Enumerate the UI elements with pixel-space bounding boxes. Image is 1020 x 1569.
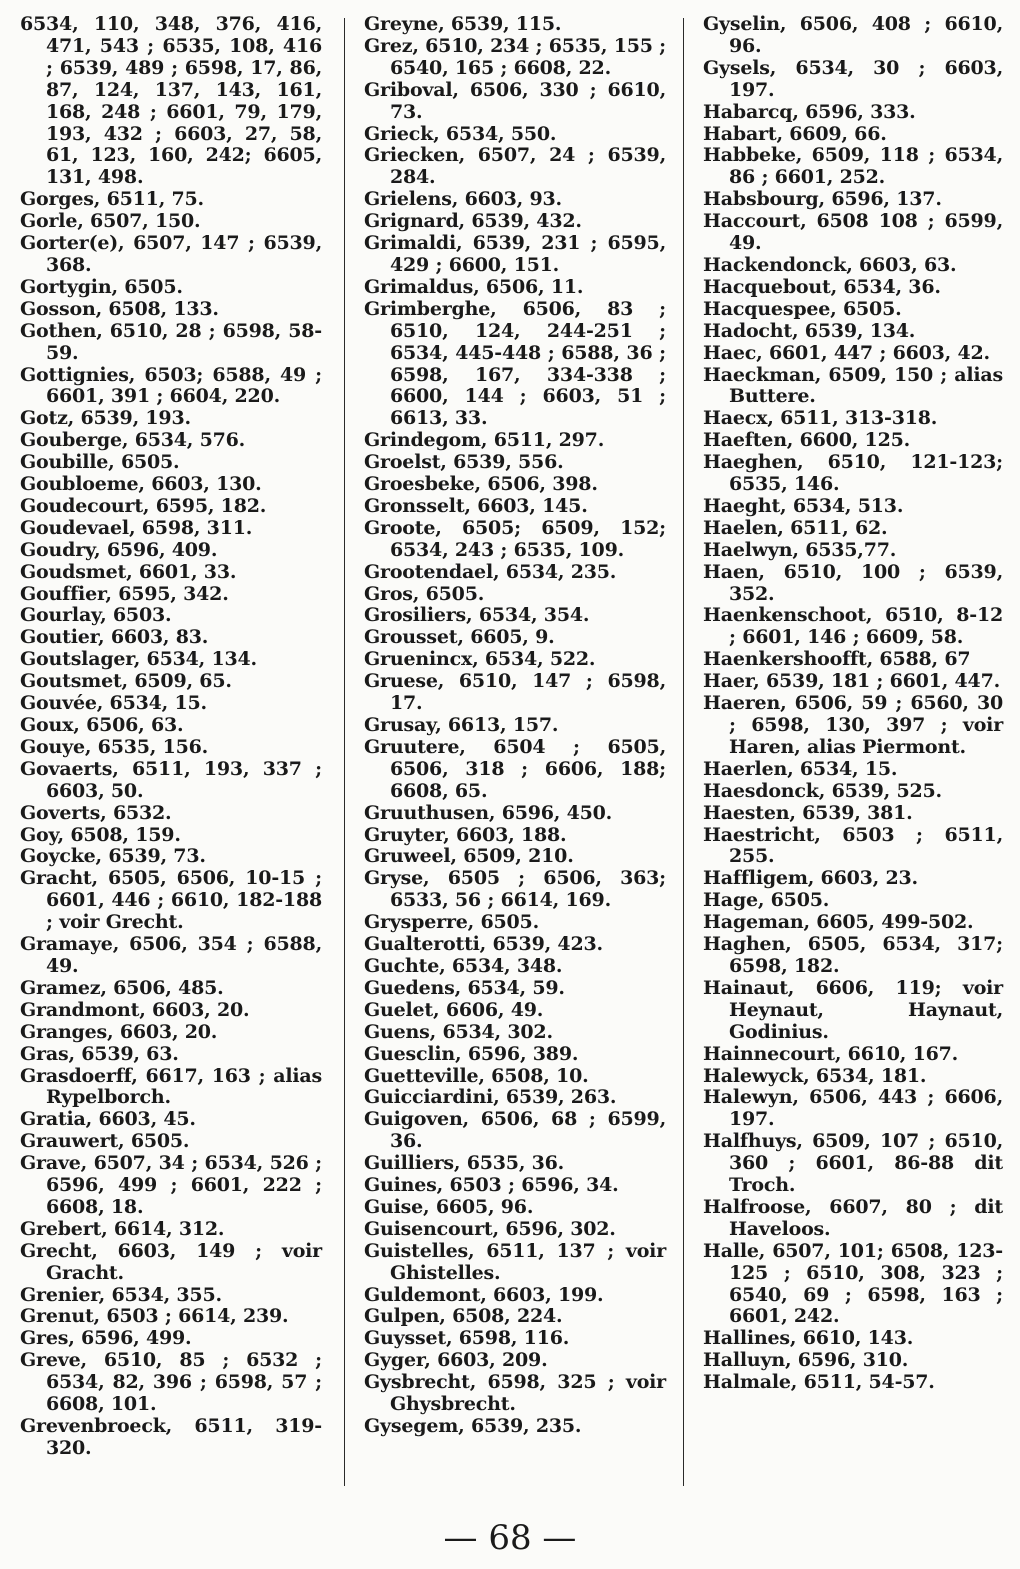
index-entry: Haelwyn, 6535,77. [703,538,897,561]
index-entry: Haeckman, 6509, 150 ; alias Buttere. [703,363,1003,408]
index-entry: Goutslager, 6534, 134. [20,648,257,671]
index-entry: Gracht, 6505, 6506, 10-15 ; 6601, 446 ; 6610, 182-188 ; voir Grecht. [20,867,322,934]
index-entry: Grousset, 6605, 9. [364,626,555,649]
index-entry: Guldemont, 6603, 199. [364,1283,604,1306]
index-entry: Goudsmet, 6601, 33. [20,560,237,583]
index-entry: Grebert, 6614, 312. [20,1217,225,1240]
index-entry: Grenier, 6534, 355. [20,1283,222,1306]
index-entry: Haer, 6539, 181 ; 6601, 447. [703,670,1001,693]
index-entry: Haeren, 6506, 59 ; 6560, 30 ; 6598, 130, 397 ; voir Haren, alias Piermont. [703,692,1003,758]
index-entry: Grimaldus, 6506, 11. [364,275,584,298]
index-entry: Hainnecourt, 6610, 167. [703,1042,959,1065]
index-entry: Hacquespee, 6505. [703,297,902,320]
index-entry: Groote, 6505; 6509, 152; 6534, 243 ; 6535, 109. [364,516,666,561]
index-entry: Gothen, 6510, 28 ; 6598, 58-59. [20,319,322,364]
index-entry: Goutier, 6603, 83. [20,626,209,649]
index-entry: Grysperre, 6505. [364,911,539,934]
index-entry: Hainaut, 6606, 119; voir Heynaut, Haynaut, Godinius. [703,976,1003,1043]
index-entry: Hage, 6505. [703,889,830,912]
index-entry: Haenkershoofft, 6588, 67 [703,648,971,671]
index-entry: Gysegem, 6539, 235. [364,1415,582,1437]
index-entry: Gosson, 6508, 133. [20,297,219,320]
index-entry: Grignard, 6539, 432. [364,210,582,233]
index-entry: Haffligem, 6603, 23. [703,867,918,890]
index-entry: Greyne, 6539, 115. [364,13,562,35]
index-entry: Guedens, 6534, 59. [364,976,565,999]
index-column-1 [20,14,322,1460]
index-entry: Gryse, 6505 ; 6506, 363; 6533, 56 ; 6614, 169. [364,867,666,912]
index-entry: Hacquebout, 6534, 36. [703,275,941,298]
index-entry: Grimaldi, 6539, 231 ; 6595, 429 ; 6600, 151. [364,232,666,276]
index-entry: Halfhuys, 6509, 107 ; 6510, 360 ; 6601, 86-88 dit Troch. [703,1130,1003,1197]
index-entry: Halfroose, 6607, 80 ; dit Haveloos. [703,1195,1003,1240]
index-entry: Gortygin, 6505. [20,275,183,298]
column-divider [344,18,345,1486]
index-entry: Haesten, 6539, 381. [703,801,913,824]
index-entry: Hadocht, 6539, 134. [703,319,916,342]
index-entry: Grevenbroeck, 6511, 319-320. [20,1415,322,1459]
index-entry: Haccourt, 6508 108 ; 6599, 49. [703,210,1003,255]
index-entry: Gronsselt, 6603, 145. [364,494,588,517]
index-entry: Gourlay, 6503. [20,604,172,627]
index-entry: Grandmont, 6603, 20. [20,998,250,1021]
index-entry: Guines, 6503 ; 6596, 34. [364,1174,619,1197]
index-entry: Grosiliers, 6534, 354. [364,604,590,627]
index-entry: Haen, 6510, 100 ; 6539, 352. [703,560,1003,605]
index-entry: Gruese, 6510, 147 ; 6598, 17. [364,670,666,715]
index-entry: Grauwert, 6505. [20,1130,190,1153]
index-entry: Guetteville, 6508, 10. [364,1064,589,1087]
index-entry: Guchte, 6534, 348. [364,954,563,977]
index-entry: Habart, 6609, 66. [703,122,887,145]
index-entry: Gysbrecht, 6598, 325 ; voir Ghysbrecht. [364,1371,666,1416]
index-entry: Gorter(e), 6507, 147 ; 6539, 368. [20,232,322,276]
index-entry: Halewyn, 6506, 443 ; 6606, 197. [703,1086,1003,1131]
page-number: — 68 — [443,1518,577,1558]
index-entry: Haghen, 6505, 6534, 317; 6598, 182. [703,933,1003,977]
index-entry: Gruweel, 6509, 210. [364,845,574,868]
index-entry: Hageman, 6605, 499-502. [703,911,974,934]
index-entry: Gyger, 6603, 209. [364,1349,548,1372]
index-entry: Gyselin, 6506, 408 ; 6610, 96. [703,13,1003,57]
index-entry: Haeften, 6600, 125. [703,429,911,452]
index-entry: Gysels, 6534, 30 ; 6603, 197. [703,56,1003,101]
index-entry: Gouye, 6535, 156. [20,735,209,758]
index-entry: Goverts, 6532. [20,801,172,824]
index-entry: Gouberge, 6534, 576. [20,429,246,452]
index-entry: Gruutere, 6504 ; 6505, 6506, 318 ; 6606, 188; 6608, 65. [364,735,666,802]
index-entry: Gotz, 6539, 193. [20,407,191,430]
index-entry: Haeghen, 6510, 121-123; 6535, 146. [703,451,1003,496]
index-entry: Goutsmet, 6509, 65. [20,670,232,693]
index-entry: Haerlen, 6534, 15. [703,757,898,780]
index-entry: Guilliers, 6535, 36. [364,1152,565,1175]
index-entry: Gottignies, 6503; 6588, 49 ; 6601, 391 ; 6604, 220. [20,363,322,408]
index-entry: Granges, 6603, 20. [20,1020,218,1043]
index-entry: Grieck, 6534, 550. [364,122,557,145]
index-entry: Goycke, 6539, 73. [20,845,206,868]
index-entry: Grielens, 6603, 93. [364,188,562,211]
index-entry: Gras, 6539, 63. [20,1042,179,1065]
index-entry: Goy, 6508, 159. [20,823,181,846]
column-divider [683,18,684,1486]
index-entry: Guistelles, 6511, 137 ; voir Ghistelles. [364,1239,666,1284]
index-entry: Groesbeke, 6506, 398. [364,473,598,496]
index-entry: Goudry, 6596, 409. [20,538,218,561]
index-entry: Gruyter, 6603, 188. [364,823,567,846]
index-column-2 [364,14,666,1438]
index-entry: Griecken, 6507, 24 ; 6539, 284. [364,144,666,189]
index-entry: Habbeke, 6509, 118 ; 6534, 86 ; 6601, 252. [703,144,1003,189]
index-entry: Guigoven, 6506, 68 ; 6599, 36. [364,1108,666,1153]
index-entry: Gratia, 6603, 45. [20,1108,196,1131]
index-entry: Guicciardini, 6539, 263. [364,1086,617,1109]
index-entry: Grasdoerff, 6617, 163 ; alias Rypelborch. [20,1064,322,1109]
index-entry: Goubloeme, 6603, 130. [20,473,262,496]
index-entry: Habsbourg, 6596, 137. [703,188,942,211]
index-entry: Haecx, 6511, 313-318. [703,407,938,430]
index-entry: Guesclin, 6596, 389. [364,1042,579,1065]
index-entry: Guelet, 6606, 49. [364,998,544,1021]
index-entry: Guysset, 6598, 116. [364,1327,570,1350]
index-entry: Guise, 6605, 96. [364,1195,534,1218]
index-entry: Haenkenschoot, 6510, 8-12 ; 6601, 146 ; 6609, 58. [703,604,1003,649]
index-entry: Hallines, 6610, 143. [703,1327,914,1350]
index-entry: Goudecourt, 6595, 182. [20,494,267,517]
index-entry: Haec, 6601, 447 ; 6603, 42. [703,341,990,364]
index-entry: Grusay, 6613, 157. [364,714,559,736]
index-entry: Gruenincx, 6534, 522. [364,648,596,671]
index-entry: Grootendael, 6534, 235. [364,560,617,583]
index-entry: Griboval, 6506, 330 ; 6610, 73. [364,78,666,123]
index-entry: Haestricht, 6503 ; 6511, 255. [703,823,1003,868]
index-entry: Gros, 6505. [364,582,485,605]
index-entry: Haelen, 6511, 62. [703,516,888,539]
index-entry: Grave, 6507, 34 ; 6534, 526 ; 6596, 499 ; 6601, 222 ; 6608, 18. [20,1152,322,1218]
index-entry: Gramaye, 6506, 354 ; 6588, 49. [20,933,322,977]
index-entry: Groelst, 6539, 556. [364,451,564,474]
index-entry: Govaerts, 6511, 193, 337 ; 6603, 50. [20,757,322,802]
index-entry: Haeght, 6534, 513. [703,494,904,517]
index-entry: Haesdonck, 6539, 525. [703,779,942,802]
index-entry: Halmale, 6511, 54-57. [703,1371,935,1394]
index-entry: Gorle, 6507, 150. [20,210,201,233]
index-entry: Grimberghe, 6506, 83 ; 6510, 124, 244-251 ; 6534, 445-448 ; 6588, 36 ; 6598, 167, 334-338 ; 6600, 144 ; 6603, 51 ; 6613, 33. [364,297,666,430]
index-column-3 [703,14,1003,1394]
index-entry: Goudevael, 6598, 311. [20,516,253,539]
index-entry: Grindegom, 6511, 297. [364,429,605,452]
index-entry: Gualterotti, 6539, 423. [364,933,603,956]
index-entry: Goux, 6506, 63. [20,714,184,736]
index-entry: Guens, 6534, 302. [364,1020,553,1043]
index-entry: Greve, 6510, 85 ; 6532 ; 6534, 82, 396 ; 6598, 57 ; 6608, 101. [20,1349,322,1416]
index-entry: Gouvée, 6534, 15. [20,692,207,715]
index-entry: Grenut, 6503 ; 6614, 239. [20,1305,289,1328]
index-entry: Gouffier, 6595, 342. [20,582,229,605]
index-entry: Grez, 6510, 234 ; 6535, 155 ; 6540, 165 ; 6608, 22. [364,34,666,79]
index-entry: Grecht, 6603, 149 ; voir Gracht. [20,1239,322,1284]
index-entry: Gulpen, 6508, 224. [364,1305,563,1328]
index-entry: Hackendonck, 6603, 63. [703,253,957,276]
index-entry: Goubille, 6505. [20,451,180,474]
index-entry: Gramez, 6506, 485. [20,976,224,999]
index-entry: Halle, 6507, 101; 6508, 123-125 ; 6510, 308, 323 ; 6540, 69 ; 6598, 163 ; 6601, 242. [703,1239,1003,1328]
index-entry: Guisencourt, 6596, 302. [364,1217,616,1240]
index-entry: Halewyck, 6534, 181. [703,1064,927,1087]
index-entry: Gres, 6596, 499. [20,1327,192,1350]
index-entry: 6534, 110, 348, 376, 416, 471, 543 ; 6535, 108, 416 ; 6539, 489 ; 6598, 17, 86, 87, 124, 137, 143, 161, 168, 248 ; 6601, 79, 179, 193, 432 ; 6603, 27, 58, 61, 123, 160, 242; 6605, 131, 498. [20,13,322,189]
index-entry: Gruuthusen, 6596, 450. [364,801,613,824]
index-entry: Habarcq, 6596, 333. [703,100,916,123]
index-entry: Gorges, 6511, 75. [20,188,204,211]
index-entry: Halluyn, 6596, 310. [703,1349,909,1372]
